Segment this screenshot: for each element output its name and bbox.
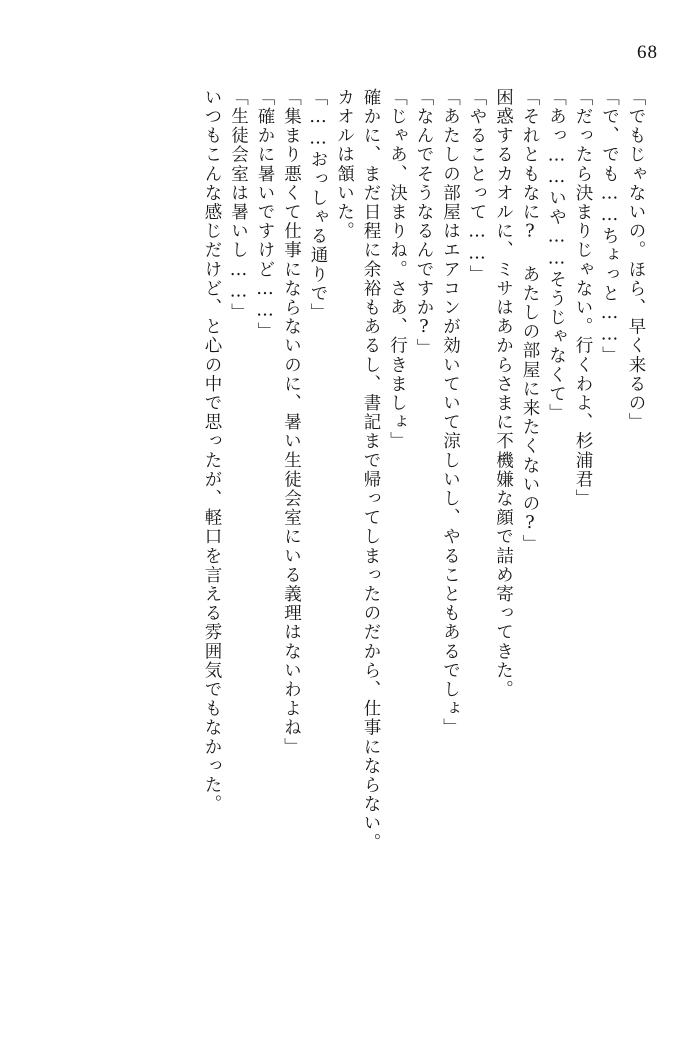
text-line: 「やることって……」: [467, 88, 487, 284]
vertical-text-block: [203, 88, 645, 988]
text-line: 「集まり悪くて仕事にならないのに、暑い生徒会室にいる義理はないわよね」: [281, 88, 302, 757]
text-line: 「生徒会室は暑いし……」: [228, 88, 249, 323]
text-line: 「あたしの部屋はエアコンが効いていて涼しいし、やることもあるでしょ」: [440, 88, 461, 738]
text-line: 「あっ……いや……そうじゃなくて」: [546, 88, 567, 423]
text-line: 「だったら決まりじゃない。行くわよ、杉浦君」: [573, 88, 593, 509]
text-line: 「……おっしゃる通りで」: [308, 88, 328, 323]
text-line: 「確かに暑いですけど……」: [255, 88, 275, 342]
text-line: 困惑するカオルに、ミサはあからさまに不機嫌な顔で詰め寄ってきた。: [493, 88, 514, 700]
page-number: 68: [637, 42, 658, 63]
text-line: 「で、でも……ちょっと……」: [599, 88, 620, 366]
text-line: 確かに、まだ日程に余裕もあるし、書記まで帰ってしまったのだから、仕事にならない。: [361, 88, 381, 852]
text-line: いつもこんな感じだけど、と心の中で思ったが、軽口を言える雰囲気でもなかった。: [202, 88, 222, 814]
text-line: カオルは頷いた。: [334, 88, 355, 241]
text-line: 「でもじゃないの。ほら、早く来るの」: [626, 88, 646, 432]
text-line: 「それともなに? あたしの部屋に来たくないの?」: [520, 88, 540, 554]
text-line: 「じゃあ、決まりね。さあ、行きましょ」: [387, 88, 408, 451]
text-line: 「なんでそうなるんですか?」: [414, 88, 434, 358]
